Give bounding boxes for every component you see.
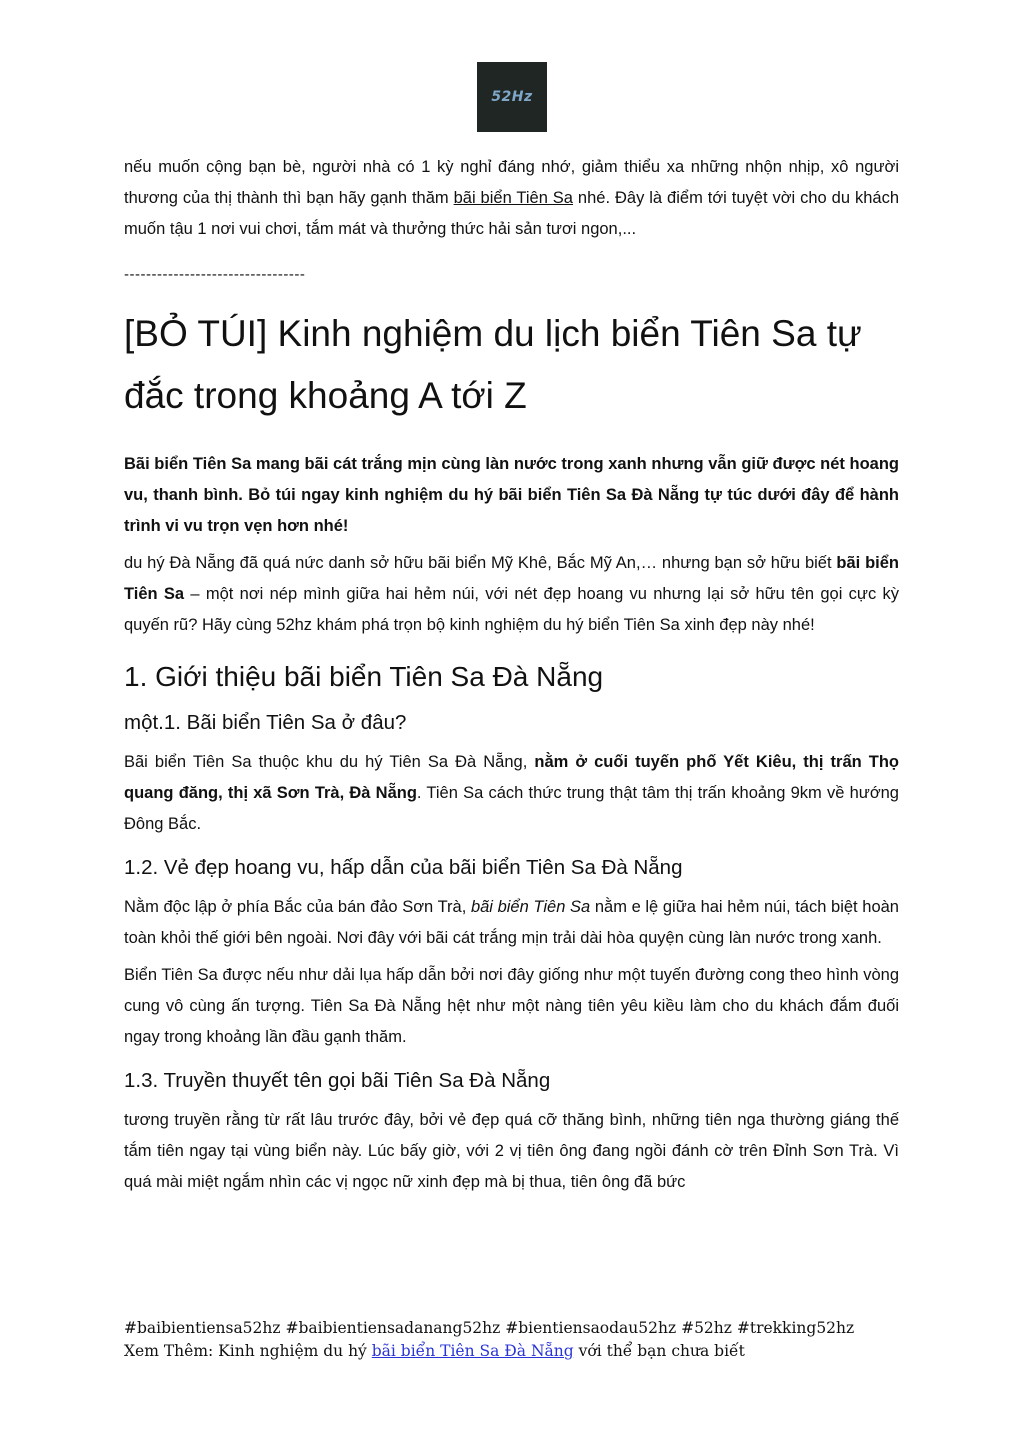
see-more: Xem Thêm: Kinh nghiệm du hý bãi biển Tiên Sa Đà Nẵng với thể bạn chưa biết [124, 1341, 745, 1360]
divider: --------------------------------- [124, 266, 306, 283]
section-heading: 1. Giới thiệu bãi biển Tiên Sa Đà Nẵng [124, 661, 604, 692]
article-paragraph: Biển Tiên Sa được nếu như dải lụa hấp dẫn bởi nơi đây giống như một tuyến đường cong theo hình vòng cung vô cùng ấn tượng. Tiên Sa Đà Nẵng hệt như một nàng tiên yêu kiều làm cho du khách đắm đuối ngay trong khoảng lần đầu gạnh thăm. [124, 966, 899, 1046]
page-footer [124, 1317, 904, 1362]
article-paragraph: du hý Đà Nẵng đã quá nức danh sở hữu bãi biển Mỹ Khê, Bắc Mỹ An,… nhưng bạn sở hữu biết bãi biển Tiên Sa – một nơi nép mình giữa hai hẻm núi, với nét đẹp hoang vu nhưng lại sở hữu tên gọi cực kỳ quyến rũ? Hãy cùng 52hz khám phá trọn bộ kinh nghiệm du hý biển Tiên Sa xinh đẹp này nhé! [124, 554, 899, 634]
article-paragraph: tương truyền rằng từ rất lâu trước đây, bởi vẻ đẹp quá cỡ thăng bình, những tiên nga thường giáng thế tắm tiên ngay tại vùng biển này. Lúc bấy giờ, với 2 vị tiên ông đang ngồi đánh cờ trên Đỉnh Sơn Trà. Vì quá mài miệt ngắm nhìn các vị ngọc nữ xinh đẹp mà bị thua, tiên ông đã bức [124, 1111, 899, 1191]
article-title: [BỎ TÚI] Kinh nghiệm du lịch biển Tiên Sa tự đắc trong khoảng A tới Z [124, 313, 862, 416]
subsection-heading: 1.2. Vẻ đẹp hoang vu, hấp dẫn của bãi biển Tiên Sa Đà Nẵng [124, 856, 683, 879]
hashtags: #baibientiensa52hz #baibientiensadanang52hz #bientiensaodau52hz #52hz #trekking52hz [124, 1319, 855, 1337]
article-paragraph: Nằm độc lập ở phía Bắc của bán đảo Sơn Trà, bãi biển Tiên Sa nằm e lệ giữa hai hẻm núi, tách biệt hoàn toàn khỏi thế giới bên ngoài. Nơi đây với bãi cát trắng mịn trải dài hòa quyện cùng làn nước trong xanh. [124, 898, 899, 947]
logo-text: 52Hz [491, 89, 533, 105]
subsection-heading: một.1. Bãi biển Tiên Sa ở đâu? [124, 711, 407, 734]
article-content [124, 152, 899, 1198]
intro-link[interactable]: bãi biển Tiên Sa [453, 189, 573, 207]
intro-paragraph: nếu muốn cộng bạn bè, người nhà có 1 kỳ nghỉ đáng nhớ, giảm thiểu xa những nhộn nhịp, xô người thương của thị thành thì bạn hãy gạnh thăm bãi biển Tiên Sa nhé. Đây là điểm tới tuyệt vời cho du khách muốn tậu 1 nơi vui chơi, tắm mát và thưởng thức hải sản tươi ngon,... [124, 158, 899, 238]
brand-logo [477, 62, 547, 132]
article-paragraph: Bãi biển Tiên Sa thuộc khu du hý Tiên Sa Đà Nẵng, nằm ở cuối tuyến phố Yết Kiêu, thị trấn Thọ quang đăng, thị xã Sơn Trà, Đà Nẵng. Tiên Sa cách thức trung thật tâm thị trấn khoảng 9km về hướng Đông Bắc. [124, 753, 899, 833]
article-summary: Bãi biển Tiên Sa mang bãi cát trắng mịn cùng làn nước trong xanh nhưng vẫn giữ được nét hoang vu, thanh bình. Bỏ túi ngay kinh nghiệm du hý bãi biển Tiên Sa Đà Nẵng tự túc dưới đây để hành trình vi vu trọn vẹn hơn nhé! [124, 455, 899, 535]
subsection-heading: 1.3. Truyền thuyết tên gọi bãi Tiên Sa Đà Nẵng [124, 1069, 551, 1092]
see-more-link[interactable]: bãi biển Tiên Sa Đà Nẵng [371, 1341, 574, 1360]
